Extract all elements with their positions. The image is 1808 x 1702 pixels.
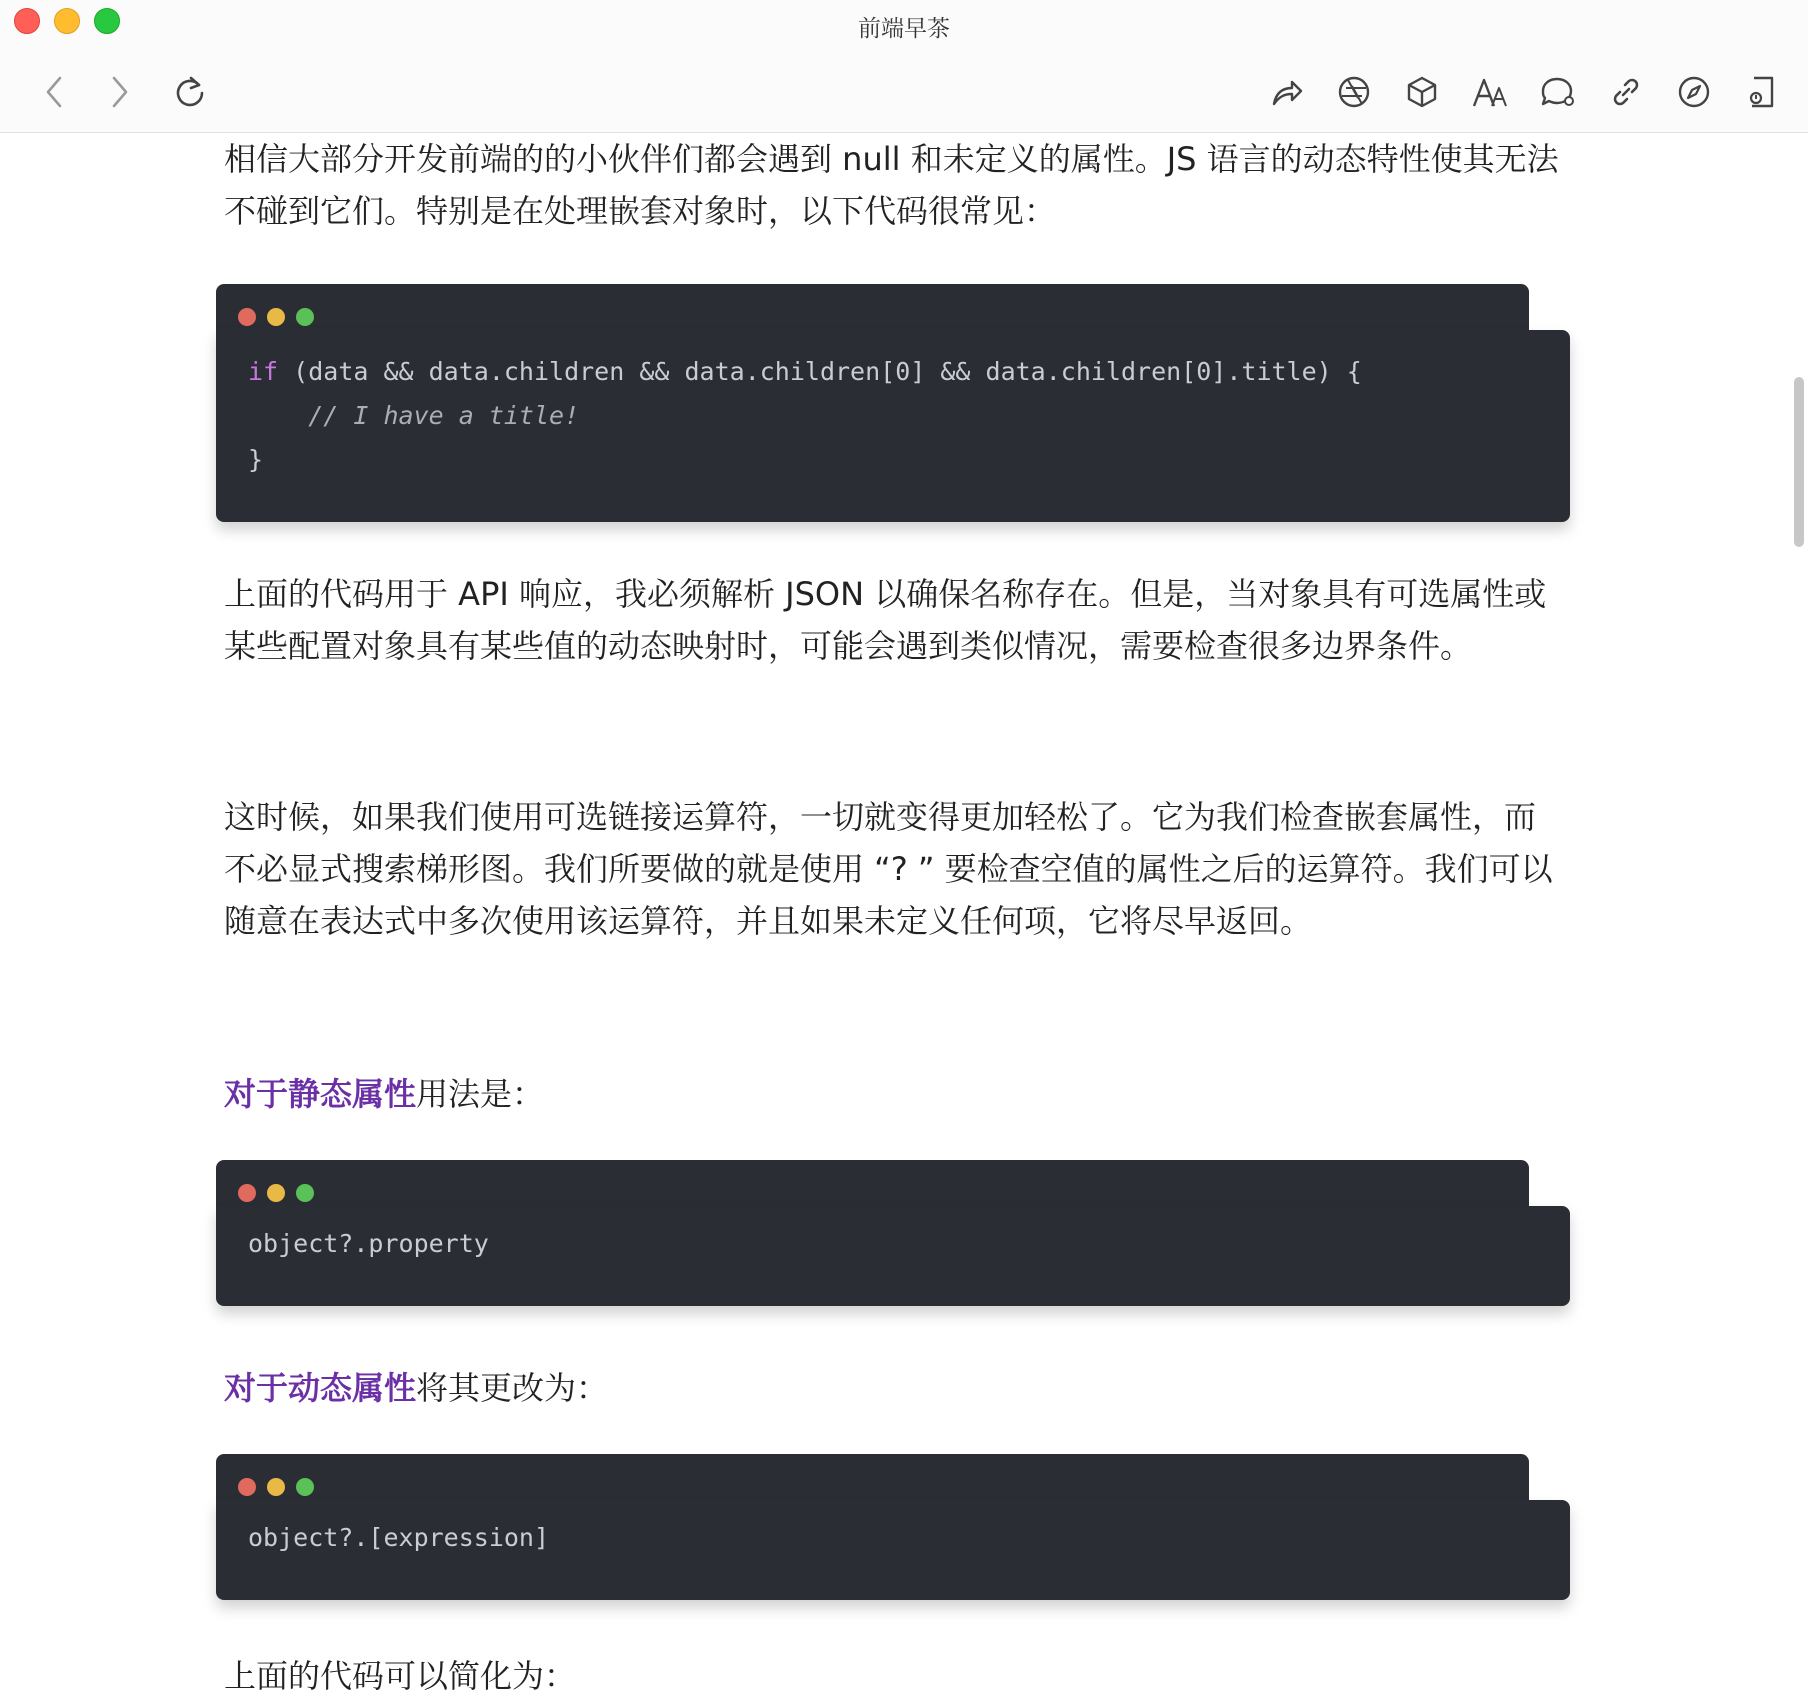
red-dot-icon xyxy=(238,1478,256,1496)
text-size-button[interactable] xyxy=(1468,72,1512,112)
aperture-button[interactable] xyxy=(1332,72,1376,112)
red-dot-icon xyxy=(238,1184,256,1202)
link-button[interactable] xyxy=(1604,72,1648,112)
yellow-dot-icon xyxy=(267,308,285,326)
reload-icon xyxy=(172,74,208,110)
paragraph-intro: 相信大部分开发前端的的小伙伴们都会遇到 null 和未定义的属性。JS 语言的动态特性使其无法不碰到它们。特别是在处理嵌套对象时，以下代码很常见： xyxy=(224,140,1559,230)
code-text: object?.property xyxy=(248,1229,489,1258)
window-title: 前端早茶 xyxy=(858,16,950,42)
green-dot-icon xyxy=(296,1184,314,1202)
yellow-dot-icon xyxy=(267,1478,285,1496)
compass-button[interactable] xyxy=(1672,72,1716,112)
share-button[interactable] xyxy=(1264,72,1308,112)
cube-icon xyxy=(1404,74,1440,110)
reload-button[interactable] xyxy=(170,72,210,112)
red-dot-icon xyxy=(238,308,256,326)
code-block-static xyxy=(216,1160,1570,1308)
code-line: } xyxy=(248,445,264,474)
aperture-icon xyxy=(1336,74,1372,110)
document-person-icon xyxy=(1744,74,1780,110)
paragraph-simplified: 上面的代码可以简化为： xyxy=(224,1657,577,1695)
reader-button[interactable] xyxy=(1740,72,1784,112)
chat-bubble-icon xyxy=(1539,74,1577,110)
code-text xyxy=(216,330,1570,482)
green-dot-icon xyxy=(296,308,314,326)
code-window-dots xyxy=(238,1478,314,1496)
code-keyword: if xyxy=(248,357,279,386)
code-text: object?.[expression] xyxy=(248,1523,550,1552)
paragraph-dynamic-heading: 对于动态属性将其更改为： xyxy=(224,1369,609,1407)
green-dot-icon xyxy=(296,1478,314,1496)
paragraph-api-response: 上面的代码用于 API 响应，我必须解析 JSON 以确保名称存在。但是，当对象具有可选属性或某些配置对象具有某些值的动态映射时，可能会遇到类似情况，需要检查很多边界条件。 xyxy=(224,575,1547,665)
code-line: (data && data.children && data.children[0] && data.children[0].title) { xyxy=(278,357,1362,386)
code-window-dots xyxy=(238,308,314,326)
code-block-nested-check xyxy=(216,284,1570,522)
paragraph-static-heading: 对于静态属性用法是： xyxy=(224,1075,545,1113)
yellow-dot-icon xyxy=(267,1184,285,1202)
vertical-scrollbar[interactable] xyxy=(1790,133,1808,1670)
forward-button[interactable] xyxy=(100,72,140,112)
compass-icon xyxy=(1676,74,1712,110)
link-icon xyxy=(1608,74,1644,110)
title-toolbar xyxy=(0,0,1808,133)
code-block-dynamic xyxy=(216,1454,1570,1602)
code-comment: // I have a title! xyxy=(248,401,580,430)
comment-button[interactable] xyxy=(1536,72,1580,112)
text-size-icon xyxy=(1470,74,1510,110)
static-property-highlight: 对于静态属性 xyxy=(224,1075,417,1113)
back-button[interactable] xyxy=(34,72,74,112)
cube-button[interactable] xyxy=(1400,72,1444,112)
dynamic-property-highlight: 对于动态属性 xyxy=(224,1369,417,1407)
scrollbar-thumb[interactable] xyxy=(1794,377,1804,547)
article-content xyxy=(0,133,1808,1695)
chevron-right-icon xyxy=(108,74,132,110)
paragraph-optional-chaining: 这时候，如果我们使用可选链接运算符，一切就变得更加轻松了。它为我们检查嵌套属性，而不必显式搜索梯形图。我们所要做的就是使用 “? ” 要检查空值的属性之后的运算符。我们可以随意在表达式中多次使用该运算符，并且如果未定义任何项，它将尽早返回。 xyxy=(224,798,1553,940)
share-arrow-icon xyxy=(1268,74,1304,110)
code-window-dots xyxy=(238,1184,314,1202)
chevron-left-icon xyxy=(42,74,66,110)
